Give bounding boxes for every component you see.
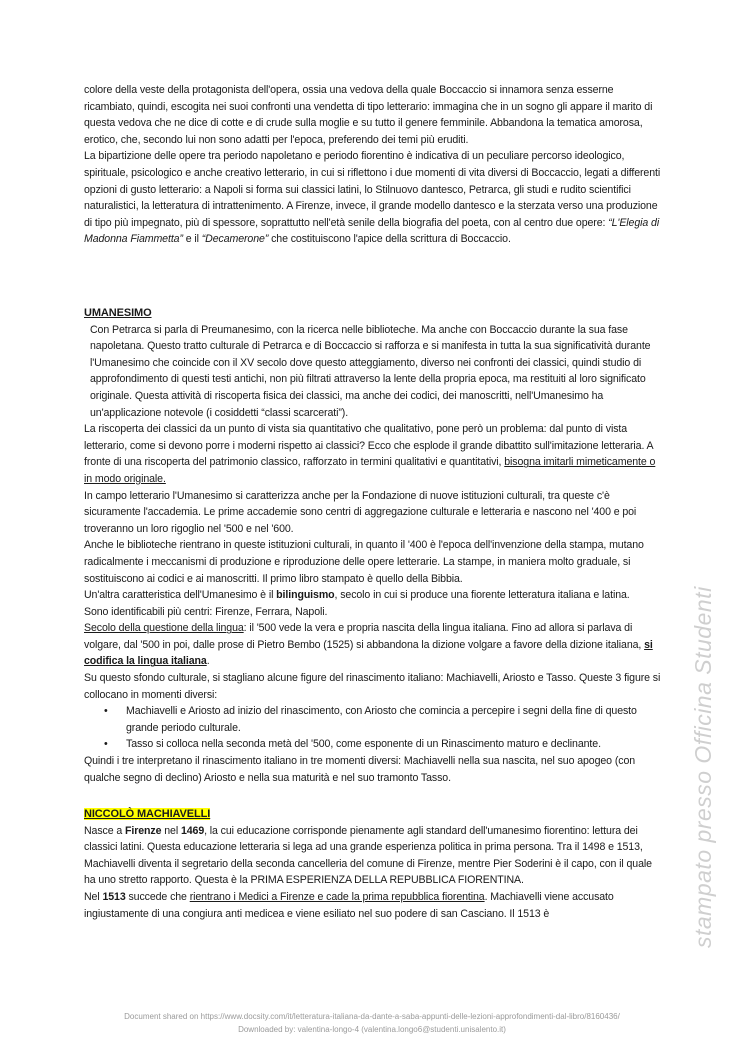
intro-paragraph-2: La bipartizione delle opere tra periodo napoletano e periodo fiorentino è indicativa di un peculiare percorso ideologico, spirituale, psicologico e anche creativo letterario, in cui si riflettono i due momenti di vita diversi di Boccaccio, legati a differenti opzioni di gusto letterario: a Napoli si forma sui classici latini, lo Stilnuovo dantesco, Petrarca, gli studi e rudito scientifici naturalistici, la letteratura di intrattenimento. A Firenze, invece, il grande modello dantesco e la sterzata verso una produzione di tipo più impegnato, più di spessore, soprattutto nell'età senile della biografia del poeta, con al centro due opere: “L'Elegia di Madonna Fiammetta” e il “Decamerone” che costituiscono l'apice della scrittura di Boccaccio. <box>84 150 661 246</box>
list-item: • Tasso si colloca nella seconda metà del '500, come esponente di un Rinascimento maturo e declinante. <box>84 736 662 753</box>
bilinguismo-bold: bilinguismo <box>276 589 335 602</box>
intro-section <box>84 82 662 248</box>
list-item: • Machiavelli e Ariosto ad inizio del rinascimento, con Ariosto che comincia a percepire i segni della fine di questo grande periodo culturale. <box>84 703 662 736</box>
umanesimo-paragraph-9: Quindi i tre interpretano il rinascimento italiano in tre momenti diversi: Machiavelli nella sua nascita, nel suo apogeo (con qualche segno di declino) Ariosto e nella sua maturità e nel suo tramonto Tasso. <box>84 755 636 784</box>
firenze-bold: Firenze <box>125 824 162 837</box>
figures-list <box>84 703 662 753</box>
imitation-underline: bisogna imitarli mimeticamente o in modo originale. <box>84 456 656 485</box>
umanesimo-paragraph-8: Su questo sfondo culturale, si stagliano alcune figure del rinascimento italiano: Machiavelli, Ariosto e Tasso. Queste 3 figure si collocano in momenti diversi: <box>84 672 661 701</box>
year-1513-bold: 1513 <box>102 890 126 903</box>
watermark-text: stampato presso Officina Studenti <box>690 586 716 948</box>
machiavelli-heading: NICCOLÒ MACHIAVELLI <box>84 808 211 820</box>
umanesimo-paragraph-4: Anche le biblioteche rientrano in queste istituzioni culturali, in quanto il '400 è l'epoca dell'invenzione della stampa, mutano radicalmente i meccanismi di produzione e riproduzione delle opere letterarie. La stampe, in maniera molto graduale, si sostituiscono ai codici e ai manoscritti. Il primo libro stampato è quello della Bibbia. <box>84 539 644 585</box>
codifica-lingua-bold: si codifica la lingua italiana <box>84 638 653 668</box>
umanesimo-paragraph-6: Sono identificabili più centri: Firenze, Ferrara, Napoli. <box>84 605 328 618</box>
year-1469-bold: 1469 <box>180 824 205 837</box>
umanesimo-paragraph-1: Con Petrarca si parla di Preumanesimo, con la ricerca nelle biblioteche. Ma anche con Boccaccio durante la sua fase napoletana. Questo tratto culturale di Petrarca e di Boccaccio si rafforza e si manifesta in tutta la sua significatività durante l'Umanesimo che coincide con il XV secolo dove questo atteggiamento, diverso nei confronti dei classici, quindi studio di approfondimento di questi testi antichi, non più filtrati attraverso la lente della propria epoca, ma restituiti al loro significato originale. Questa attività di riscoperta fisica dei classici, ma anche dei codici, dei manoscritti, nell'Umanesimo ha un'applicazione notevole (i cosiddetti “classi scarcerati”). <box>90 323 651 419</box>
umanesimo-section <box>84 305 662 786</box>
footer-shared-link[interactable]: Document shared on https://www.docsity.com/it/letteratura-italiana-da-dante-a-saba-appunti-delle-lezioni-approfondimenti-dal-libro/8160436/ <box>124 1012 620 1021</box>
questione-lingua-underline: Secolo della questione della lingua <box>84 622 244 635</box>
intro-paragraph-1: colore della veste della protagonista dell'opera, ossia una vedova della quale Boccaccio si innamora senza esserne ricambiato, quindi, escogita nei suoi confronti una vendetta di tipo letterario: immagina che in un sogno gli appare il marito di questa vedova che ne dice di cotte e di crude sulla moglie e su tutto il genere femminile. Abbandona la tematica amorosa, erotico, che, secondo lui non sono adatti per l'epoca, preferendo dei temi più eruditi. <box>84 84 653 146</box>
umanesimo-paragraph-7: Secolo della questione della lingua: il '500 vede la vera e propria nascita della lingua italiana. Fino ad allora si parlava di volgare, dal '500 in poi, dalle prose di Pietro Bembo (1525) si abbandona la dizione volgare a favore della dizione italiana, si codifica la lingua italiana. <box>84 622 653 668</box>
footer-downloaded-by: Downloaded by: valentina-longo-4 (valentina.longo6@studenti.unisalento.it) <box>238 1025 506 1034</box>
medici-underline: rientrano i Medici a Firenze e cade la prima repubblica fiorentina <box>189 890 485 903</box>
work-title-fiammetta: “L'Elegia di Madonna Fiammetta” <box>84 216 660 246</box>
umanesimo-paragraph-2: La riscoperta dei classici da un punto di vista sia quantitativo che qualitativo, pone però un problema: dal punto di vista letterario, come si devono porre i moderni rispetto ai classici? Ecco che esplode il grande dibattito sull'imitazione letteraria. A fronte di una riscoperta del patrimonio classico, rafforzato in termini qualitativi e quantitativi, bisogna imitarli mimeticamente o in modo originale. <box>84 423 656 485</box>
machiavelli-paragraph-2: Nel 1513 succede che rientrano i Medici a Firenze e cade la prima repubblica fiorentina. Machiavelli viene accusato ingiustamente di una congiura anti medicea e viene esiliato nel suo podere di san Casciano. Il 1513 è <box>84 890 614 920</box>
umanesimo-paragraph-5: Un'altra caratteristica dell'Umanesimo è il bilinguismo, secolo in cui si produce una fiorente letteratura italiana e latina. <box>84 589 630 602</box>
machiavelli-paragraph-1: Nasce a Firenze nel 1469, la cui educazione corrisponde pienamente agli standard dell'umanesimo fiorentino: lettura dei classici latini. Questa educazione letteraria si lega ad una grande esperienza politica in prima persona. Tra il 1498 e 1513, Machiavelli diventa il segretario della seconda cancelleria del comune di Firenze, mentre Pier Soderini è il capo, con il quale ha uno stretto rapporto. Questa è la PRIMA ESPERIENZA DELLA REPUBBLICA FIORENTINA. <box>84 824 652 887</box>
machiavelli-section <box>84 806 662 922</box>
umanesimo-heading: UMANESIMO <box>84 307 152 319</box>
umanesimo-paragraph-3: In campo letterario l'Umanesimo si caratterizza anche per la Fondazione di nuove istituzioni culturali, tra queste c'è sicuramente l'accademia. Le prime accademie sono centri di aggregazione culturale e letteraria e nascono nel '400 e poi troveranno un loro rigoglio nel '500 e nel '600. <box>84 489 637 535</box>
work-title-decamerone: “Decamerone” <box>201 233 269 246</box>
